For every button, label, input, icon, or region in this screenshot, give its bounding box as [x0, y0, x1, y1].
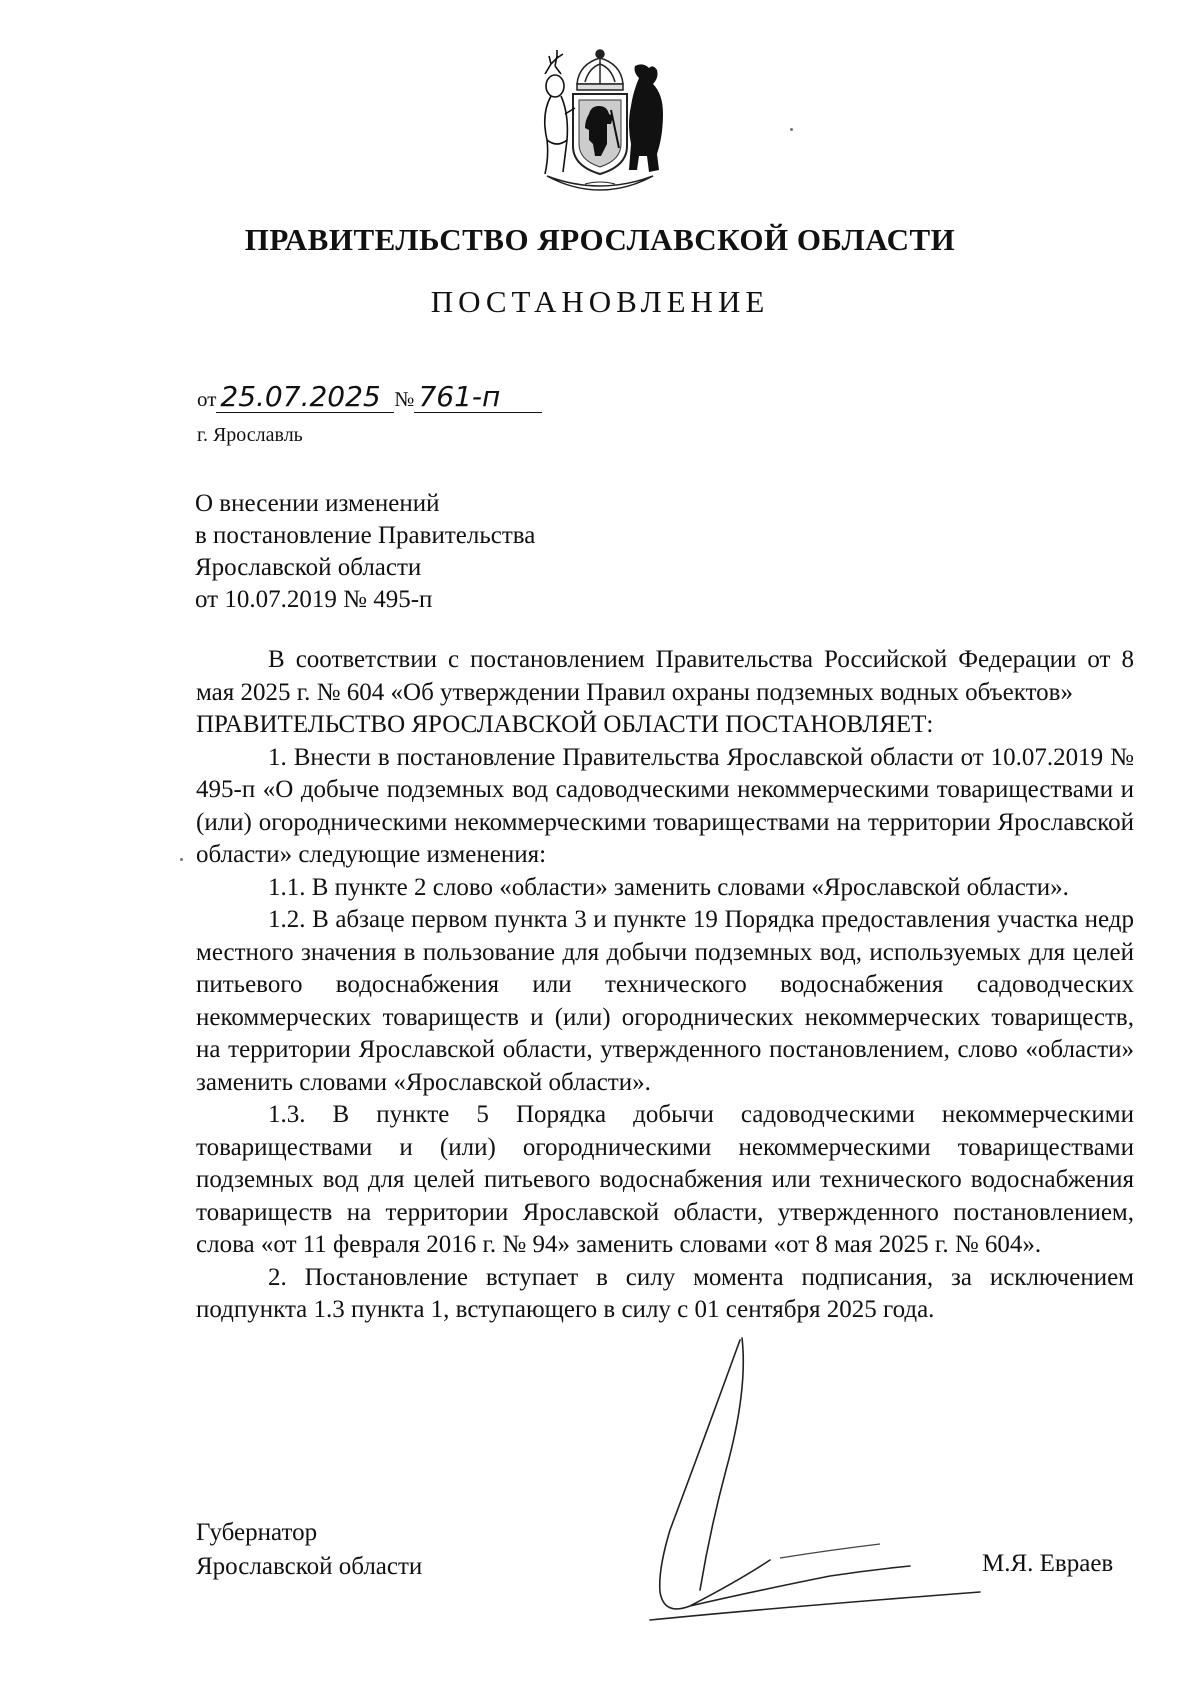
scan-speck: [790, 128, 793, 131]
position-line: Губернатор: [196, 1519, 318, 1546]
handwritten-signature-icon: [630, 1330, 990, 1630]
item-1-paragraph: 1. Внести в постановление Правительства Ярославской области от 10.07.2019 № 495-п «О добыче подземных вод садоводческими некоммерческими товариществами и (или) огородническими некоммерческими товариществами на территории Ярославской области» следующие изменения:: [196, 743, 1134, 868]
subject-line: от 10.07.2019 № 495-п: [195, 586, 433, 613]
position-line: Ярославской области: [196, 1553, 423, 1580]
document-subject: [195, 488, 535, 616]
coat-of-arms-icon: [527, 44, 673, 196]
signatory-name: М.Я. Евраев: [982, 1550, 1114, 1577]
preamble-paragraph: В соответствии с постановлением Правительства Российской Федерации от 8 мая 2025 г. № 604 «Об утверждении Правил охраны подземных водных объектов»: [196, 646, 1134, 706]
signatory-position: [196, 1516, 422, 1584]
document-type: ПОСТАНОВЛЕНИЕ: [430, 284, 770, 319]
document-body: [196, 644, 1134, 1327]
date-number-line: [197, 382, 542, 413]
city: г. Ярославль: [197, 424, 303, 446]
number-prefix: №: [394, 387, 415, 411]
date-prefix: от: [197, 387, 217, 411]
organization-title: ПРАВИТЕЛЬСТВО ЯРОСЛАВСКОЙ ОБЛАСТИ: [244, 222, 956, 257]
subject-line: Ярославской области: [195, 554, 422, 581]
date-value: 25.07.2025: [216, 382, 394, 413]
subject-line: в постановление Правительства: [195, 522, 536, 549]
item-1-2-paragraph: 1.2. В абзаце первом пункта 3 и пункте 19 Порядка предоставления участка недр местного значения в пользование для добычи подземных вод, используемых для целей питьевого водоснабжения или технического водоснабжения садоводческих некоммерческих товариществ и (или) огороднических некоммерческих товариществ, на территории Ярославской области, утвержденного постановлением, слово «области» заменить словами «Ярославской области».: [196, 906, 1134, 1096]
item-1-3-paragraph: 1.3. В пункте 5 Порядка добычи садоводческими некоммерческими товариществами и (или) огородническими некоммерческими товариществами подземных вод для целей питьевого водоснабжения или технического водоснабжения товариществ на территории Ярославской области, утвержденного постановлением, слова «от 11 февраля 2016 г. № 94» заменить словами «от 8 мая 2025 г. № 604».: [196, 1101, 1134, 1258]
subject-line: О внесении изменений: [195, 490, 440, 517]
item-2-paragraph: 2. Постановление вступает в силу момента подписания, за исключением подпункта 1.3 пункта 1, вступающего в силу с 01 сентября 2025 года.: [196, 1263, 1134, 1323]
scan-speck: [180, 858, 183, 861]
number-value: 761-п: [414, 382, 542, 413]
decree-line: ПРАВИТЕЛЬСТВО ЯРОСЛАВСКОЙ ОБЛАСТИ ПОСТАНОВЛЯЕТ:: [196, 711, 934, 738]
item-1-1-paragraph: 1.1. В пункте 2 слово «области» заменить словами «Ярославской области».: [268, 873, 1069, 901]
